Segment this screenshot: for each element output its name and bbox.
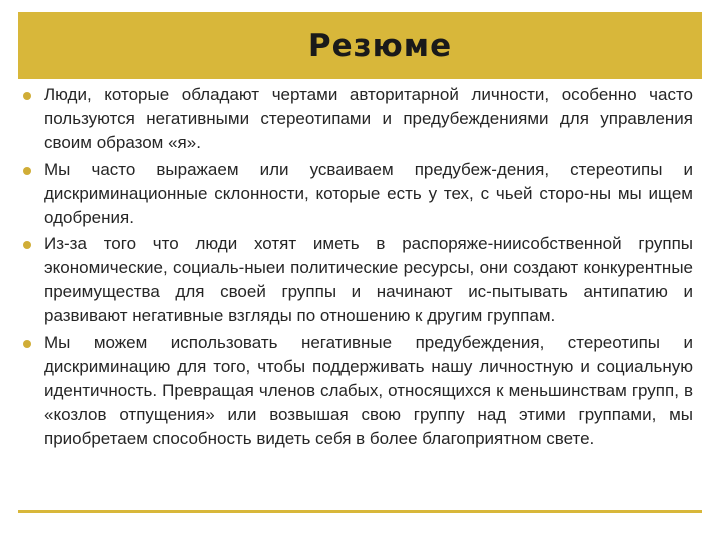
bullet-list [20,83,693,454]
bullet-dot-icon [23,241,31,249]
bullet-dot-icon [23,340,31,348]
title-bar [18,12,702,79]
slide-title: Резюме [307,27,453,64]
bullet-item [20,331,693,451]
bullet-item [20,83,693,155]
bullet-text: Из-за того что люди хотят иметь в распоряже-ниисобственной группы экономические, социаль-ныеи политические ресурсы, они создают конкурентные преимущества для своей группы и начинают ис-пытывать антипатию и развивают негативные взгляды по отношению к другим группам. [44,234,693,326]
bullet-text: Мы часто выражаем или усваиваем предубеж-дения, стереотипы и дискриминационные склонности, которые есть у тех, с чьей сторо-ны мы ищем одобрения. [44,159,693,227]
bullet-dot-icon [23,92,31,100]
bottom-divider [18,510,702,513]
bullet-text: Люди, которые обладают чертами авторитарной личности, особенно часто пользуются негативными стереотипами и предубеждениями для управления своим образом «я». [44,85,693,152]
bullet-item [20,158,693,230]
bullet-item [20,232,693,328]
bullet-dot-icon [23,167,31,175]
bullet-text: Мы можем использовать негативные предубеждения, стереотипы и дискриминацию для того, чтобы поддерживать нашу личностную и социальную идентичность. Превращая членов слабых, относящихся к меньшинствам групп, в «козлов отпущения» или возвышая свою группу над этими группами, мы приобретаем способность видеть себя в более благоприятном свете. [44,333,693,448]
